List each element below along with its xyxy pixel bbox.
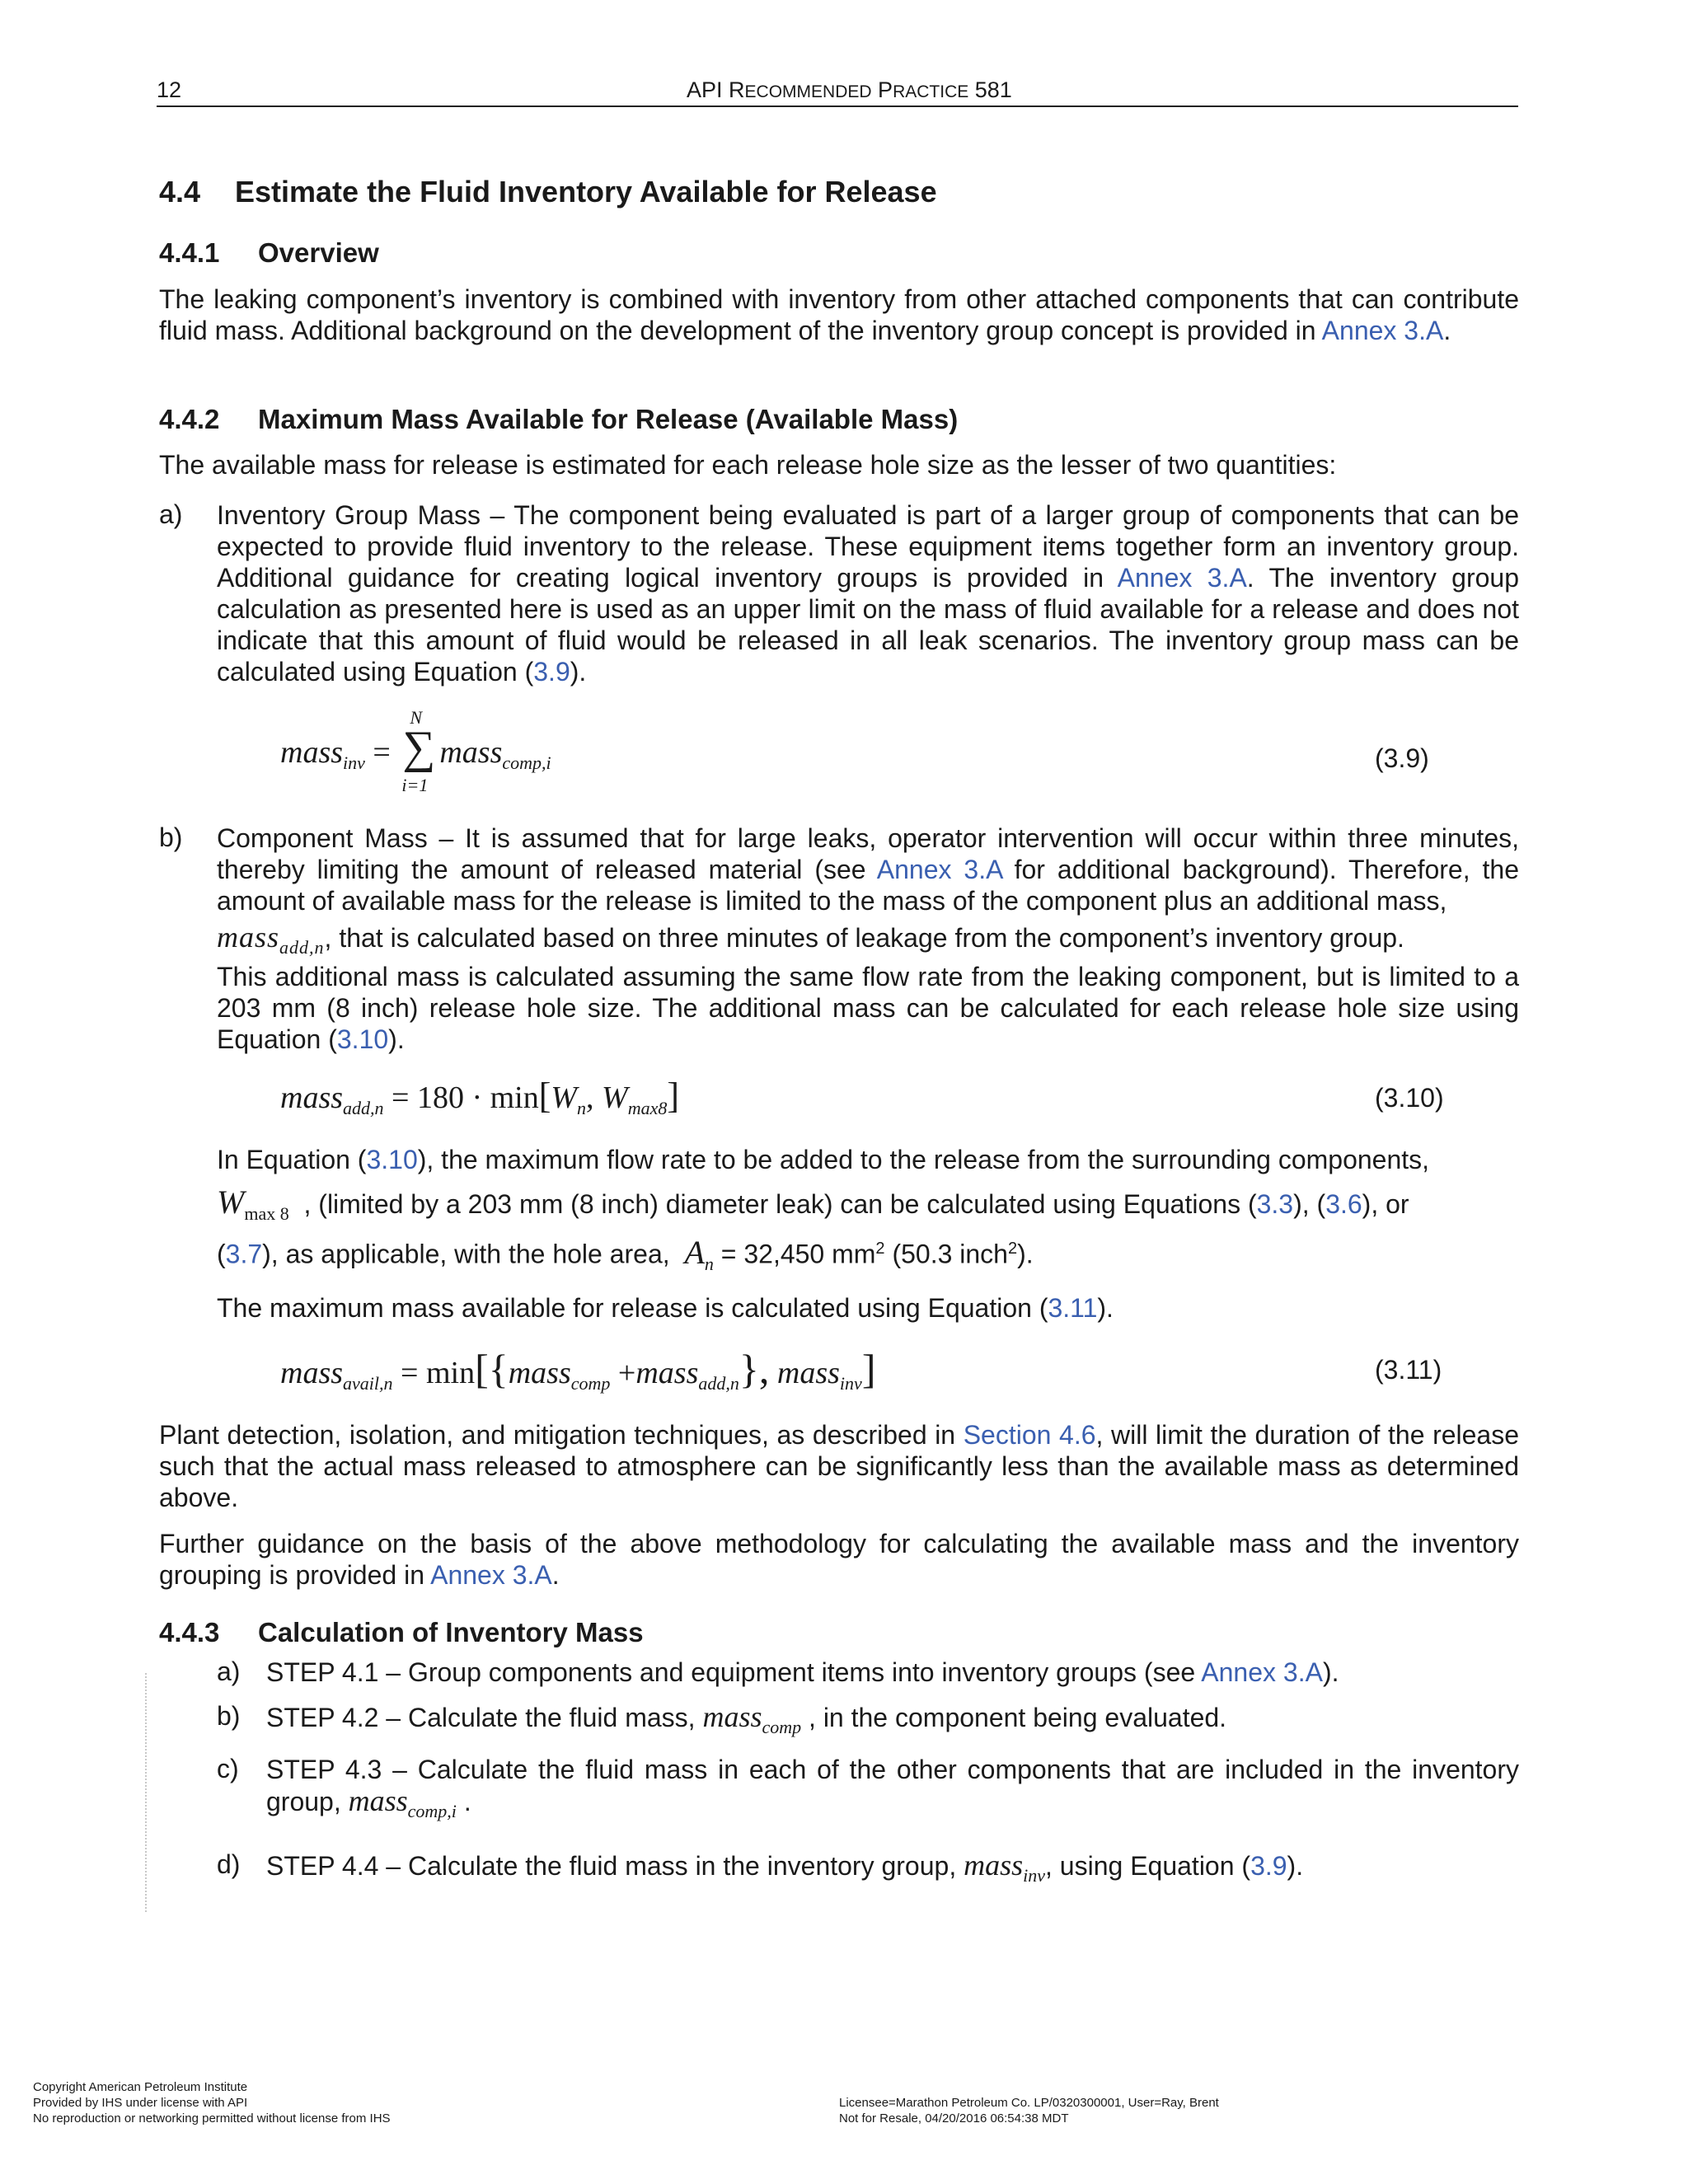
- mass-comp-i-symbol: mass$_{comp,i}$: [348, 1784, 457, 1821]
- max-mass-intro: The maximum mass available for release is calculated using Equation (3.11).: [217, 1293, 1114, 1323]
- section-4-4-heading: 4.4 Estimate the Fluid Inventory Available for Release: [159, 175, 937, 209]
- component-mass-paragraph: Component Mass – It is assumed that for large leaks, operator intervention will occur within three minutes, thereby limiting the amount of released material (see Annex 3.A for additional background). Therefore, the amount of available mass for the release is limited to the mass of the component plus an additional mass,: [217, 823, 1520, 916]
- overview-paragraph: The leaking component’s inventory is combined with inventory from other attached components that can contribute fluid mass. Additional background on the development of the inventory group concept is provided in Annex 3.A.: [159, 284, 1519, 345]
- available-mass-intro: The available mass for release is estimated for each release hole size as the lesser of two quantities:: [159, 450, 1337, 480]
- step-c-label: c): [217, 1754, 239, 1783]
- section-4-4-2-heading: 4.4.2 Maximum Mass Available for Release (Available Mass): [159, 404, 959, 434]
- item-a-label: a): [159, 499, 183, 529]
- annex-3a-link[interactable]: Annex 3.A: [1321, 316, 1444, 345]
- mass-inv-symbol: mass$_{inv}$: [964, 1849, 1046, 1886]
- equation-3-3-link[interactable]: 3.3: [1256, 1189, 1294, 1219]
- w-max8-symbol: $W_{max 8}$: [217, 1183, 289, 1224]
- section-4-4-3-heading: 4.4.3 Calculation of Inventory Mass: [159, 1617, 644, 1647]
- page-number: 12: [157, 77, 182, 102]
- component-mass-paragraph-cont: mass$_{add,n}$, that is calculated based on three minutes of leakage from the component’s inventory group.: [217, 921, 1404, 958]
- step-4-3: STEP 4.3 – Calculate the fluid mass in each of the other components that are included in the inventory group, mass$_{comp,i}$ .: [266, 1755, 1519, 1821]
- equation-3-9: mass$_{inv}$ = N ∑ i=1 mass$_{comp,i}$: [280, 707, 551, 795]
- section-4-4-1-heading: 4.4.1 Overview: [159, 237, 379, 268]
- step-a-label: a): [217, 1657, 241, 1686]
- equation-3-10-link[interactable]: 3.10: [336, 1024, 389, 1054]
- equation-3-11: mass$_{avail,n}$ = min[{mass$_{comp}$ +mass$_{add,n}$}, mass$_{inv}$]: [280, 1346, 876, 1394]
- step-4-4: STEP 4.4 – Calculate the fluid mass in the inventory group, mass$_{inv}$, using Equation (3.9).: [266, 1849, 1304, 1886]
- equation-3-9-link[interactable]: 3.9: [1250, 1851, 1287, 1881]
- annex-3a-link[interactable]: Annex 3.A: [1117, 563, 1247, 593]
- max-flow-rate-paragraph-cont: $W_{max 8}$ , (limited by a 203 mm (8 inch) diameter leak) can be calculated using Equations (3.3), (3.6), or: [217, 1183, 1409, 1224]
- annex-3a-link[interactable]: Annex 3.A: [876, 855, 1002, 884]
- component-mass-paragraph-2: This additional mass is calculated assuming the same flow rate from the leaking component, but is limited to a 203 mm (8 inch) release hole size. The additional mass can be calculated for each release hole size using Equation (3.10).: [217, 962, 1519, 1054]
- mass-comp-symbol: mass$_{comp}$: [702, 1700, 802, 1737]
- inventory-group-mass-paragraph: Inventory Group Mass – The component being evaluated is part of a larger group of components that can be expected to provide fluid inventory to the release. These equipment items together form an inventory group. Additional guidance for creating logical inventory groups is provided in Annex 3.A. The inventory group calculation as presented here is used as an upper limit on the mass of fluid available for a release and does not indicate that this amount of fluid would be released in all leak scenarios. The inventory group mass can be calculated using Equation (3.9).: [217, 500, 1520, 687]
- step-d-label: d): [217, 1849, 241, 1879]
- step-4-1: STEP 4.1 – Group components and equipment items into inventory groups (see Annex 3.A).: [266, 1657, 1339, 1687]
- equation-3-9-number: (3.9): [1375, 743, 1429, 773]
- equation-3-9-link[interactable]: 3.9: [533, 657, 570, 687]
- margin-mark: [145, 1673, 148, 1912]
- equation-3-6-link[interactable]: 3.6: [1325, 1189, 1362, 1219]
- footer-copyright: Copyright American Petroleum Institute Provided by IHS under license with API No reproduction or networking permitted without license from IHS: [33, 2080, 391, 2125]
- plant-detection-paragraph: Plant detection, isolation, and mitigation techniques, as described in Section 4.6, will limit the duration of the release such that the actual mass released to atmosphere can be significantly less than the available mass as determined above.: [159, 1420, 1520, 1512]
- max-flow-rate-paragraph: In Equation (3.10), the maximum flow rate to be added to the release from the surrounding components,: [217, 1145, 1430, 1174]
- step-b-label: b): [217, 1701, 241, 1731]
- annex-3a-link[interactable]: Annex 3.A: [1201, 1657, 1323, 1687]
- mass-add-n-symbol: mass$_{add,n}$: [217, 921, 325, 958]
- step-4-2: STEP 4.2 – Calculate the fluid mass, mass$_{comp}$ , in the component being evaluated.: [266, 1700, 1227, 1737]
- item-b-label: b): [159, 823, 183, 852]
- section-4-6-link[interactable]: Section 4.6: [963, 1420, 1096, 1450]
- running-header-title: API RECOMMENDED PRACTICE 581: [687, 77, 1012, 102]
- header-rule: [157, 105, 1518, 107]
- footer-license: Licensee=Marathon Petroleum Co. LP/0320300001, User=Ray, Brent Not for Resale, 04/20/2016 06:54:38 MDT: [839, 2096, 1219, 2125]
- annex-3a-link[interactable]: Annex 3.A: [430, 1560, 552, 1590]
- equation-3-11-link[interactable]: 3.11: [1048, 1293, 1098, 1323]
- equation-3-10-link[interactable]: 3.10: [366, 1145, 418, 1174]
- hole-area-line: (3.7), as applicable, with the hole area, $A_n = 32,450$ $mm^2$ (50.3 inch$^2$).: [217, 1233, 1034, 1274]
- a-n-symbol: $A_n$: [684, 1233, 714, 1274]
- equation-3-7-link[interactable]: 3.7: [225, 1239, 263, 1269]
- further-guidance-paragraph: Further guidance on the basis of the above methodology for calculating the available mass and the inventory grouping is provided in Annex 3.A.: [159, 1529, 1519, 1590]
- equation-3-10: mass$_{add,n}$ = $180 \cdot \min[W_n$, $W_{max8}$]: [280, 1076, 680, 1118]
- equation-3-11-number: (3.11): [1375, 1355, 1442, 1385]
- equation-3-10-number: (3.10): [1375, 1083, 1444, 1113]
